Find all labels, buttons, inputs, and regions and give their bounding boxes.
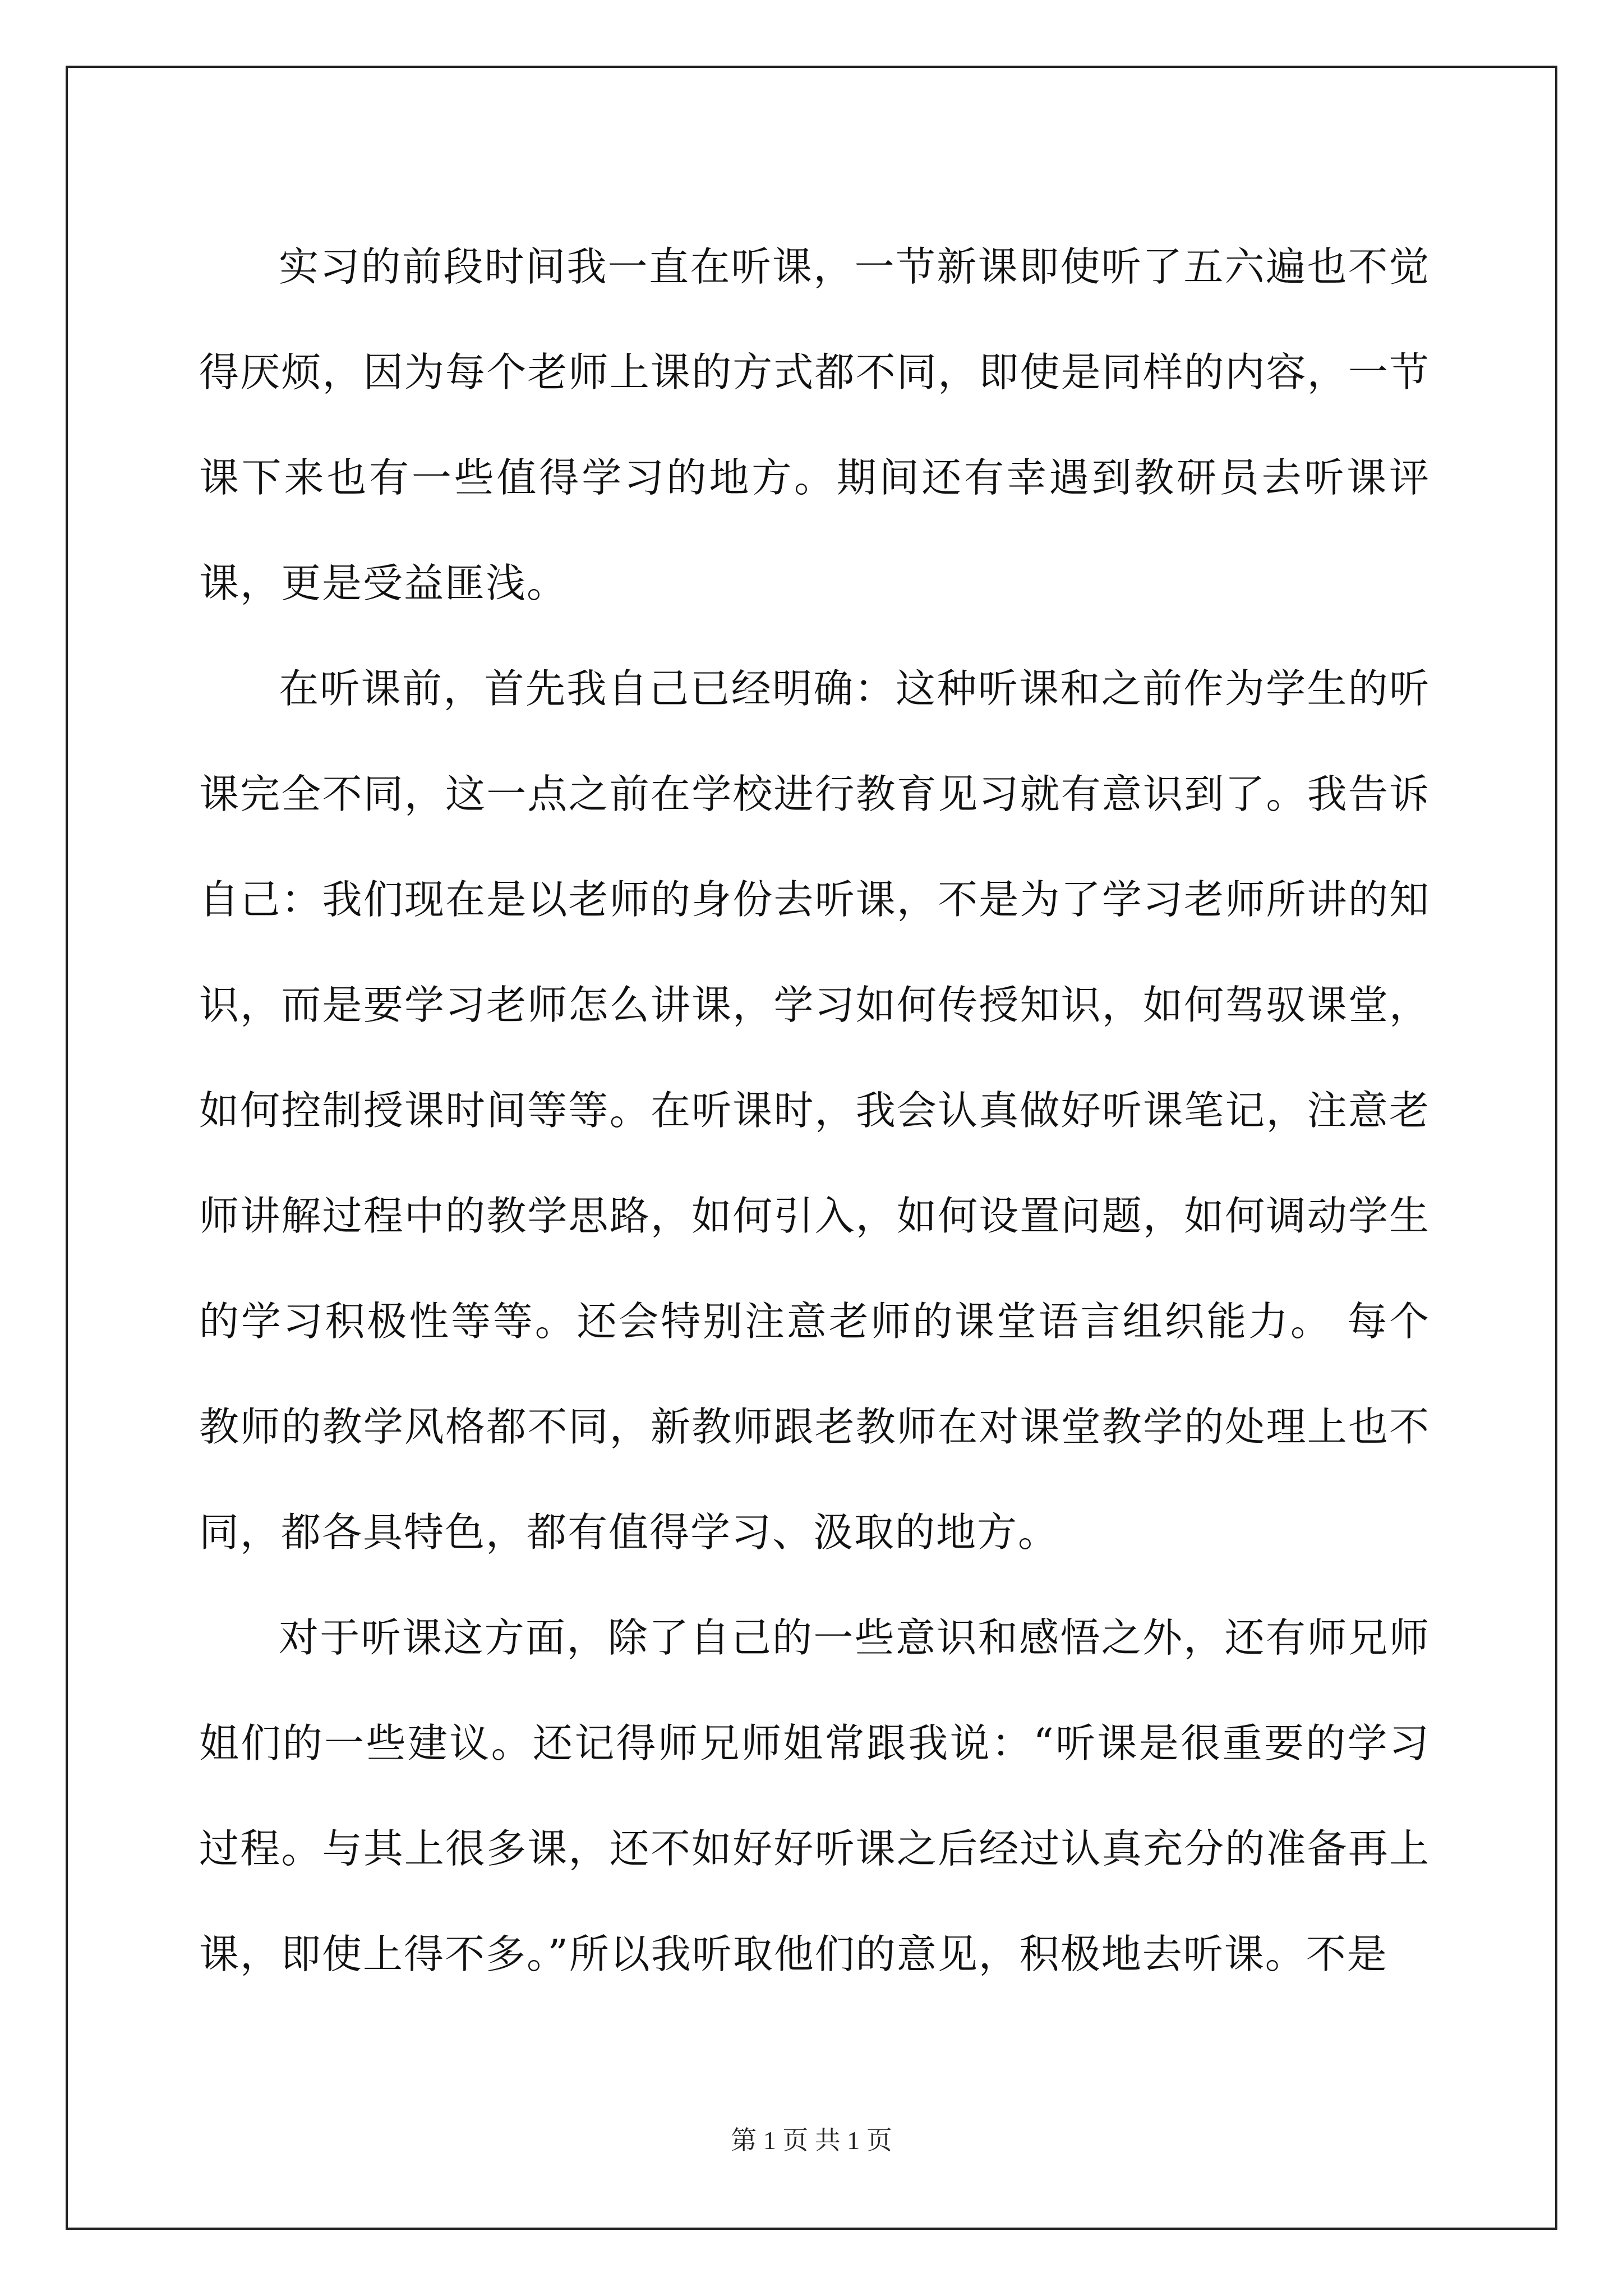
document-body [199,214,1430,2007]
page-footer: 第 1 页 共 1 页 [731,2126,892,2155]
paragraph-1: 实习的前段时间我一直在听课，一节新课即使听了五六遍也不觉得厌烦，因为每个老师上课的方式都不同，即使是同样的内容，一节课下来也有一些值得学习的地方。期间还有幸遇到教研员去听课评课，更是受益匪浅。 [199,243,1430,606]
paragraph-3: 对于听课这方面，除了自己的一些意识和感悟之外，还有师兄师姐们的一些建议。还记得师兄师姐常跟我说：“听课是很重要的学习过程。与其上很多课，还不如好好听课之后经过认真充分的准备再上课，即使上得不多。”所以我听取他们的意见，积极地去听课。不是 [199,1614,1430,1977]
paragraph-2: 在听课前，首先我自己已经明确：这种听课和之前作为学生的听课完全不同，这一点之前在学校进行教育见习就有意识到了。我告诉自己：我们现在是以老师的身份去听课，不是为了学习老师所讲的知识，而是要学习老师怎么讲课，学习如何传授知识，如何驾驭课堂，如何控制授课时间等等。在听课时，我会认真做好听课笔记，注意老师讲解过程中的教学思路，如何引入，如何设置问题，如何调动学生的学习积极性等等。还会特别注意老师的课堂语言组织能力。 每个教师的教学风格都不同，新教师跟老教师在对课堂教学的处理上也不同，都各具特色，都有值得学习、汲取的地方。 [199,665,1430,1556]
